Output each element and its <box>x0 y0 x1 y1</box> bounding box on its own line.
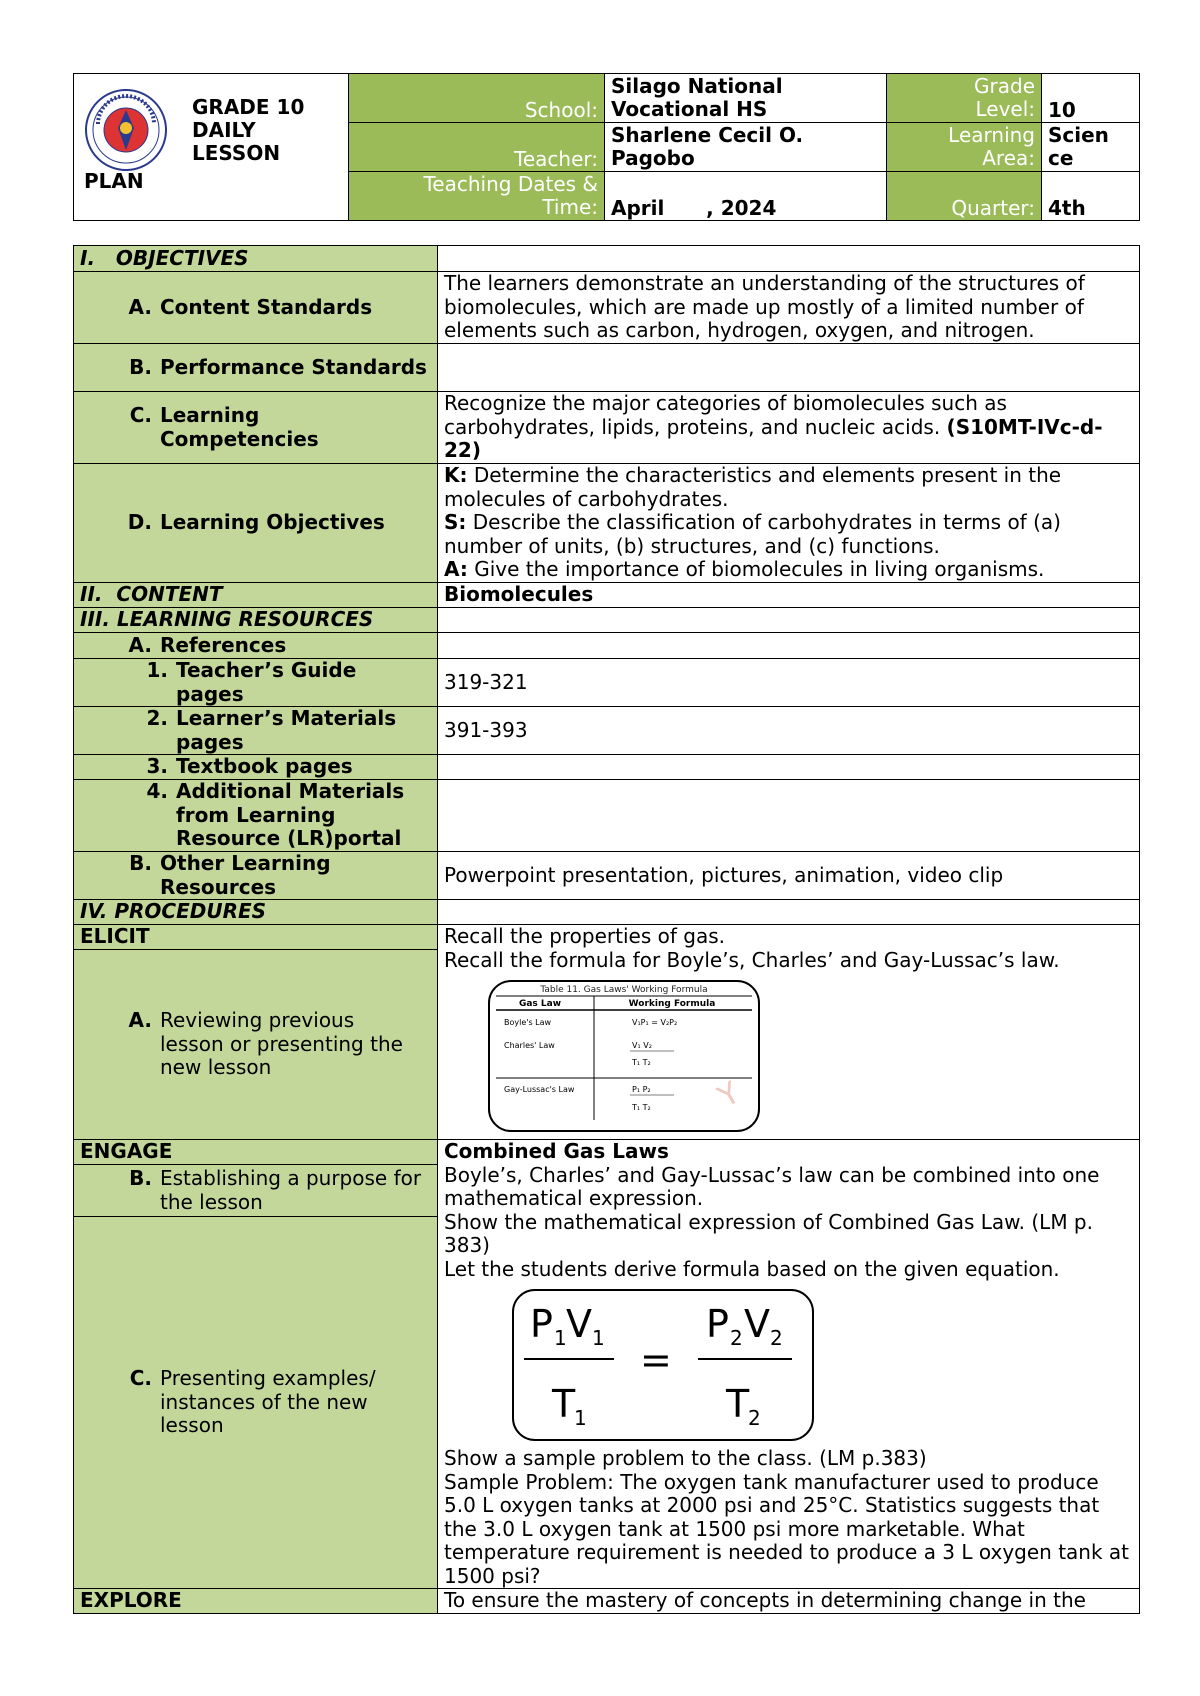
gas-table-gay-top: P₁ P₂ <box>632 1085 651 1094</box>
teacher-label: Teacher: <box>349 123 605 172</box>
explore-label: EXPLORE <box>74 1589 438 1614</box>
combined-gas-law-formula <box>512 1289 814 1441</box>
title-line-1: GRADE 10 <box>192 95 305 119</box>
engage-content: Combined Gas Laws Boyle’s, Charles’ and Gay-Lussac’s law can be combined into one mathematical expression. Show the mathematical expression of Combined Gas Law. (LM p. 383) Let the students derive formula based on the given equation. P 1 V 1 T 1 = P 2 V 2 T 2 Show a sample problem to the class. (LM p.383) Sample Problem: The oxygen tank manufacturer used to produce 5.0 L oxygen tanks at 2000 psi and 25°C. Statistics suggests that the 3.0 L oxygen tank at 1500 psi more marketable. What temperature requirement is needed to produce a 3 L oxygen tank at 1500 psi? <box>438 1140 1140 1589</box>
deped-seal-icon <box>84 88 168 172</box>
svg-text:T: T <box>726 1382 750 1426</box>
svg-text:2: 2 <box>770 1326 783 1350</box>
lesson-plan-table <box>73 245 1140 1614</box>
gas-table-charles-bot: T₁ T₂ <box>632 1058 651 1067</box>
gas-laws-table-image <box>488 980 760 1132</box>
logo-title-cell <box>74 74 349 221</box>
other-resources-label: B. Other Learning Resources <box>74 852 438 900</box>
quarter-value: 4th <box>1042 172 1140 221</box>
gas-table-charles-top: V₁ V₂ <box>632 1041 652 1050</box>
title-line-3: LESSON <box>192 141 281 165</box>
svg-text:2: 2 <box>748 1406 761 1430</box>
competencies-text: Recognize the major categories of biomolecules such as carbohydrates, lipids, proteins, and nucleic acids. (S10MT-IVc-d-22) <box>438 392 1140 464</box>
explore-text: To ensure the mastery of concepts in determining change in the <box>438 1589 1140 1614</box>
gas-table-boyle: Boyle's Law <box>504 1018 552 1027</box>
learners-materials-value: 391-393 <box>438 707 1140 755</box>
competencies-label: C. Learning Competencies <box>74 392 438 464</box>
references-label: A. References <box>74 633 438 659</box>
svg-text:2: 2 <box>730 1326 743 1350</box>
learners-materials-label: 2. Learner’s Materials pages <box>74 707 438 755</box>
svg-text:=: = <box>640 1338 672 1382</box>
svg-text:1: 1 <box>574 1406 587 1430</box>
quarter-label: Quarter: <box>887 172 1042 221</box>
content-standards-text: The learners demonstrate an understanding of the structures of biomolecules, which are made up mostly of a limited number of elements such as carbon, hydrogen, oxygen, and nitrogen. <box>438 272 1140 344</box>
performance-standards-label: B. Performance Standards <box>74 344 438 392</box>
gas-table-caption: Table 11. Gas Laws' Working Formula <box>540 985 708 995</box>
title-line-2: DAILY <box>192 118 256 142</box>
header-table <box>73 73 1140 221</box>
additional-materials-label: 4. Additional Materials from Learning Resource (LR)portal <box>74 780 438 852</box>
textbook-label: 3. Textbook pages <box>74 755 438 780</box>
elicit-content: Recall the properties of gas. Recall the formula for Boyle’s, Charles’ and Gay-Lussac’s law. Table 11. Gas Laws' Working Formula Gas Law Working Formula Boyle's Law V₁P₁ = V₂P₂ Charles' Law V₁ V₂ T₁ T₂ Gay-Lussac's Law P₁ P₂ T₁ T₂ Y <box>438 925 1140 1140</box>
gas-table-gay-bot: T₁ T₂ <box>632 1103 651 1112</box>
gas-table-boyle-formula: V₁P₁ = V₂P₂ <box>632 1018 678 1027</box>
grade-value: 10 <box>1042 74 1140 123</box>
establishing-purpose-label: B. Establishing a purpose for the lesson <box>74 1165 438 1217</box>
svg-text:V: V <box>566 1302 592 1346</box>
grade-label: Grade Level: <box>887 74 1042 123</box>
section-resources: III. LEARNING RESOURCES <box>74 608 438 633</box>
school-label: School: <box>349 74 605 123</box>
school-value: Silago National Vocational HS <box>605 74 887 123</box>
svg-text:1: 1 <box>592 1326 605 1350</box>
svg-text:T: T <box>552 1382 576 1426</box>
area-value: Scien ce <box>1042 123 1140 172</box>
area-label: Learning Area: <box>887 123 1042 172</box>
gas-table-charles: Charles' Law <box>504 1041 555 1050</box>
svg-text:V: V <box>744 1302 770 1346</box>
teacher-value: Sharlene Cecil O. Pagobo <box>605 123 887 172</box>
learning-objectives-label: D. Learning Objectives <box>74 464 438 583</box>
presenting-examples-label: C. Presenting examples/ instances of the new lesson <box>74 1217 438 1589</box>
content-standards-label: A. Content Standards <box>74 272 438 344</box>
reviewing-lesson-label: A. Reviewing previous lesson or presenting the new lesson <box>74 950 438 1140</box>
svg-text:P: P <box>706 1302 729 1346</box>
dates-value: April , 2024 <box>605 172 887 221</box>
learning-objectives-text: K: Determine the characteristics and elements present in the molecules of carbohydrates. S: Describe the classification of carbohydrates in terms of (a) number of units, (b) structures, and (c) functions. A: Give the importance of biomolecules in living organisms. <box>438 464 1140 583</box>
gas-table-gay: Gay-Lussac's Law <box>504 1085 575 1094</box>
gas-table-col1: Gas Law <box>518 999 562 1009</box>
teachers-guide-value: 319-321 <box>438 659 1140 707</box>
section-procedures: IV. PROCEDURES <box>74 900 438 925</box>
section-objectives: I. OBJECTIVES <box>74 246 438 272</box>
watermark-text: Y <box>712 1075 746 1115</box>
title-line-4: PLAN <box>84 169 144 193</box>
content-value: Biomolecules <box>438 583 1140 608</box>
dates-label: Teaching Dates & Time: <box>349 172 605 221</box>
other-resources-value: Powerpoint presentation, pictures, animation, video clip <box>438 852 1140 900</box>
svg-text:1: 1 <box>554 1326 567 1350</box>
section-content: II. CONTENT <box>74 583 438 608</box>
elicit-label: ELICIT <box>74 925 438 950</box>
engage-label: ENGAGE <box>74 1140 438 1165</box>
svg-text:P: P <box>530 1302 553 1346</box>
gas-table-col2: Working Formula <box>628 999 716 1009</box>
teachers-guide-label: 1. Teacher’s Guide pages <box>74 659 438 707</box>
